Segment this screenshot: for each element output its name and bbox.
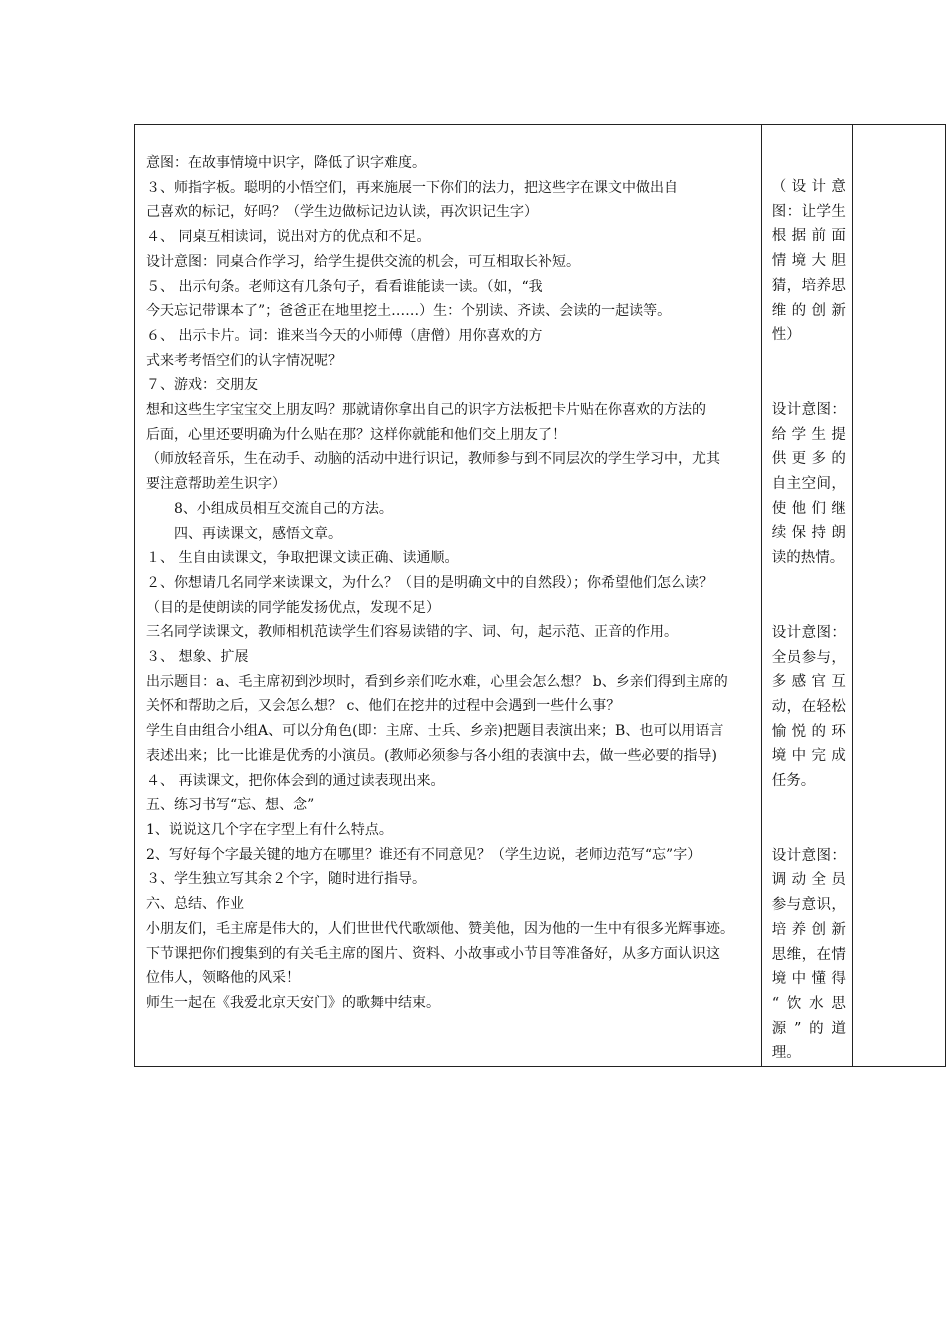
design-note-line: 参与意识， bbox=[771, 897, 846, 914]
text-line: 小朋友们，毛主席是伟大的，人们世世代代歌颂他、赞美他，因为他的一生中有很多光辉事迹。 bbox=[146, 920, 734, 937]
design-note-line: 设计意图： bbox=[771, 401, 846, 418]
design-note-line: 续保持朗 bbox=[771, 525, 846, 542]
design-note-line: 愉悦的环 bbox=[771, 723, 846, 740]
design-note-line: 性） bbox=[771, 327, 801, 344]
text-line: ４、 再读课文，把你体会到的通过读表现出来。 bbox=[146, 772, 445, 789]
text-line: 1、说说这几个字在字型上有什么特点。 bbox=[146, 821, 393, 838]
design-note-line: 根据前面 bbox=[771, 228, 846, 245]
text-line: 三名同学读课文，教师相机范读学生们容易读错的字、词、句，起示范、正音的作用。 bbox=[146, 624, 678, 641]
design-note-line: 全员参与， bbox=[771, 649, 846, 666]
design-note-line: 设计意图： bbox=[771, 847, 846, 864]
text-line: ６、 出示卡片。词：谁来当今天的小师傅（唐僧）用你喜欢的方 bbox=[146, 327, 543, 344]
design-note-line: 境中完成 bbox=[771, 748, 846, 765]
design-note bbox=[772, 844, 846, 1066]
text-line: 意图：在故事情境中识字，降低了识字难度。 bbox=[146, 155, 426, 171]
text-line: ５、 出示句条。老师这有几条句子，看看谁能读一读。（如，“我 bbox=[146, 278, 543, 295]
text-line: （师放轻音乐，生在动手、动脑的活动中进行识记，教师参与到不同层次的学生学习中，尤其 bbox=[146, 451, 720, 468]
text-line: 式来考考悟空们的认字情况呢？ bbox=[146, 352, 342, 369]
design-note-line: 读的热情。 bbox=[771, 550, 845, 567]
text-line: 要注意帮助差生识字） bbox=[146, 476, 286, 493]
design-note-line: 培养创新 bbox=[771, 921, 846, 938]
text-line: 六、总结、作业 bbox=[146, 896, 244, 913]
text-line: ３、学生独立写其余２个字，随时进行指导。 bbox=[146, 871, 426, 888]
text-line: （目的是使朗读的同学能发扬优点，发现不足） bbox=[146, 599, 440, 616]
text-line: 位伟人，领略他的风采！ bbox=[146, 970, 300, 987]
text-line: 四、再读课文，感悟文章。 bbox=[146, 525, 342, 542]
design-note-line: “饮水思 bbox=[771, 995, 846, 1012]
teaching-process-cell bbox=[135, 125, 762, 1067]
text-line: 关怀和帮助之后，又会怎么想？ c、他们在挖井的过程中会遇到一些什么事？ bbox=[146, 698, 621, 715]
design-intent-cell bbox=[761, 125, 852, 1067]
design-note-line: 设计意图： bbox=[771, 624, 846, 641]
text-line: 五、练习书写“忘、想、念” bbox=[146, 797, 315, 814]
text-line: １、 生自由读课文，争取把课文读正确、读通顺。 bbox=[146, 550, 459, 567]
design-note-line: 思维，在情 bbox=[771, 946, 846, 963]
design-note-line: 理。 bbox=[771, 1045, 801, 1062]
text-line: ２、你想请几名同学来读课文，为什么？（目的是明确文中的自然段）；你希望他们怎么读？ bbox=[146, 574, 713, 591]
text-line: 表述出来；比一比谁是优秀的小演员。(教师必须参与各小组的表演中去，做一些必要的指导) bbox=[146, 747, 717, 764]
design-note-line: 图：让学生 bbox=[771, 203, 846, 220]
design-intent-notes bbox=[772, 175, 846, 1066]
lesson-plan-table bbox=[134, 124, 946, 1067]
design-note-line: 维的创新 bbox=[771, 302, 846, 319]
table-row bbox=[135, 125, 946, 1067]
text-line: 出示题目：a、毛主席初到沙坝时，看到乡亲们吃水难，心里会怎么想？ b、乡亲们得到主席的 bbox=[146, 673, 728, 690]
design-note-line: 源”的道 bbox=[771, 1020, 846, 1037]
text-line: ３、 想象、扩展 bbox=[146, 649, 249, 666]
text-line: 己喜欢的标记，好吗？（学生边做标记边认读，再次识记生字） bbox=[146, 204, 538, 221]
text-line: 后面，心里还要明确为什么贴在那？这样你就能和他们交上朋友了！ bbox=[146, 426, 566, 443]
design-note-line: 使他们继 bbox=[771, 500, 846, 517]
design-note-line: 动，在轻松 bbox=[771, 698, 846, 715]
text-line: 2、写好每个字最关键的地方在哪里？谁还有不同意见？（学生边说，老师边范写“忘”字） bbox=[146, 846, 702, 863]
design-note-line: 给学生提 bbox=[771, 426, 846, 443]
text-line: ７、游戏：交朋友 bbox=[146, 377, 258, 394]
text-line: 学生自由组合小组A、可以分角色(即：主席、士兵、乡亲)把题目表演出来；B、也可以用语言 bbox=[146, 723, 724, 740]
design-note bbox=[772, 398, 846, 571]
text-line: 想和这些生字宝宝交上朋友吗？那就请你拿出自己的识字方法板把卡片贴在你喜欢的方法的 bbox=[146, 402, 706, 419]
text-line: ４、 同桌互相读词，说出对方的优点和不足。 bbox=[146, 229, 431, 246]
design-note-line: （设计意 bbox=[771, 179, 846, 195]
text-line: 师生一起在《我爱北京天安门》的歌舞中结束。 bbox=[146, 994, 440, 1011]
design-note bbox=[772, 621, 846, 794]
empty-column-cell bbox=[852, 125, 945, 1067]
teaching-process-text bbox=[146, 151, 753, 1016]
text-line: 设计意图：同桌合作学习，给学生提供交流的机会，可互相取长补短。 bbox=[146, 253, 580, 270]
text-line: 今天忘记带课本了”；爸爸正在地里挖土……）生：个别读、齐读、会读的一起读等。 bbox=[146, 303, 672, 320]
design-note-line: 情境大胆 bbox=[771, 253, 846, 270]
design-note-line: 任务。 bbox=[771, 773, 816, 790]
design-note-line: 供更多的 bbox=[771, 451, 846, 468]
design-note-line: 猜，培养思 bbox=[771, 277, 846, 294]
design-note-line: 多感官互 bbox=[771, 674, 846, 691]
design-note-line: 调动全员 bbox=[771, 872, 846, 889]
text-line: 下节课把你们搜集到的有关毛主席的图片、资料、小故事或小节目等准备好，从多方面认识这 bbox=[146, 945, 720, 962]
text-line: ３、师指字板。聪明的小悟空们，再来施展一下你们的法力，把这些字在课文中做出自 bbox=[146, 179, 678, 196]
design-note-line: 境中懂得 bbox=[771, 971, 846, 988]
text-line: 8、小组成员相互交流自己的方法。 bbox=[146, 500, 393, 517]
design-note-line: 自主空间， bbox=[771, 476, 846, 493]
design-note bbox=[772, 175, 846, 348]
